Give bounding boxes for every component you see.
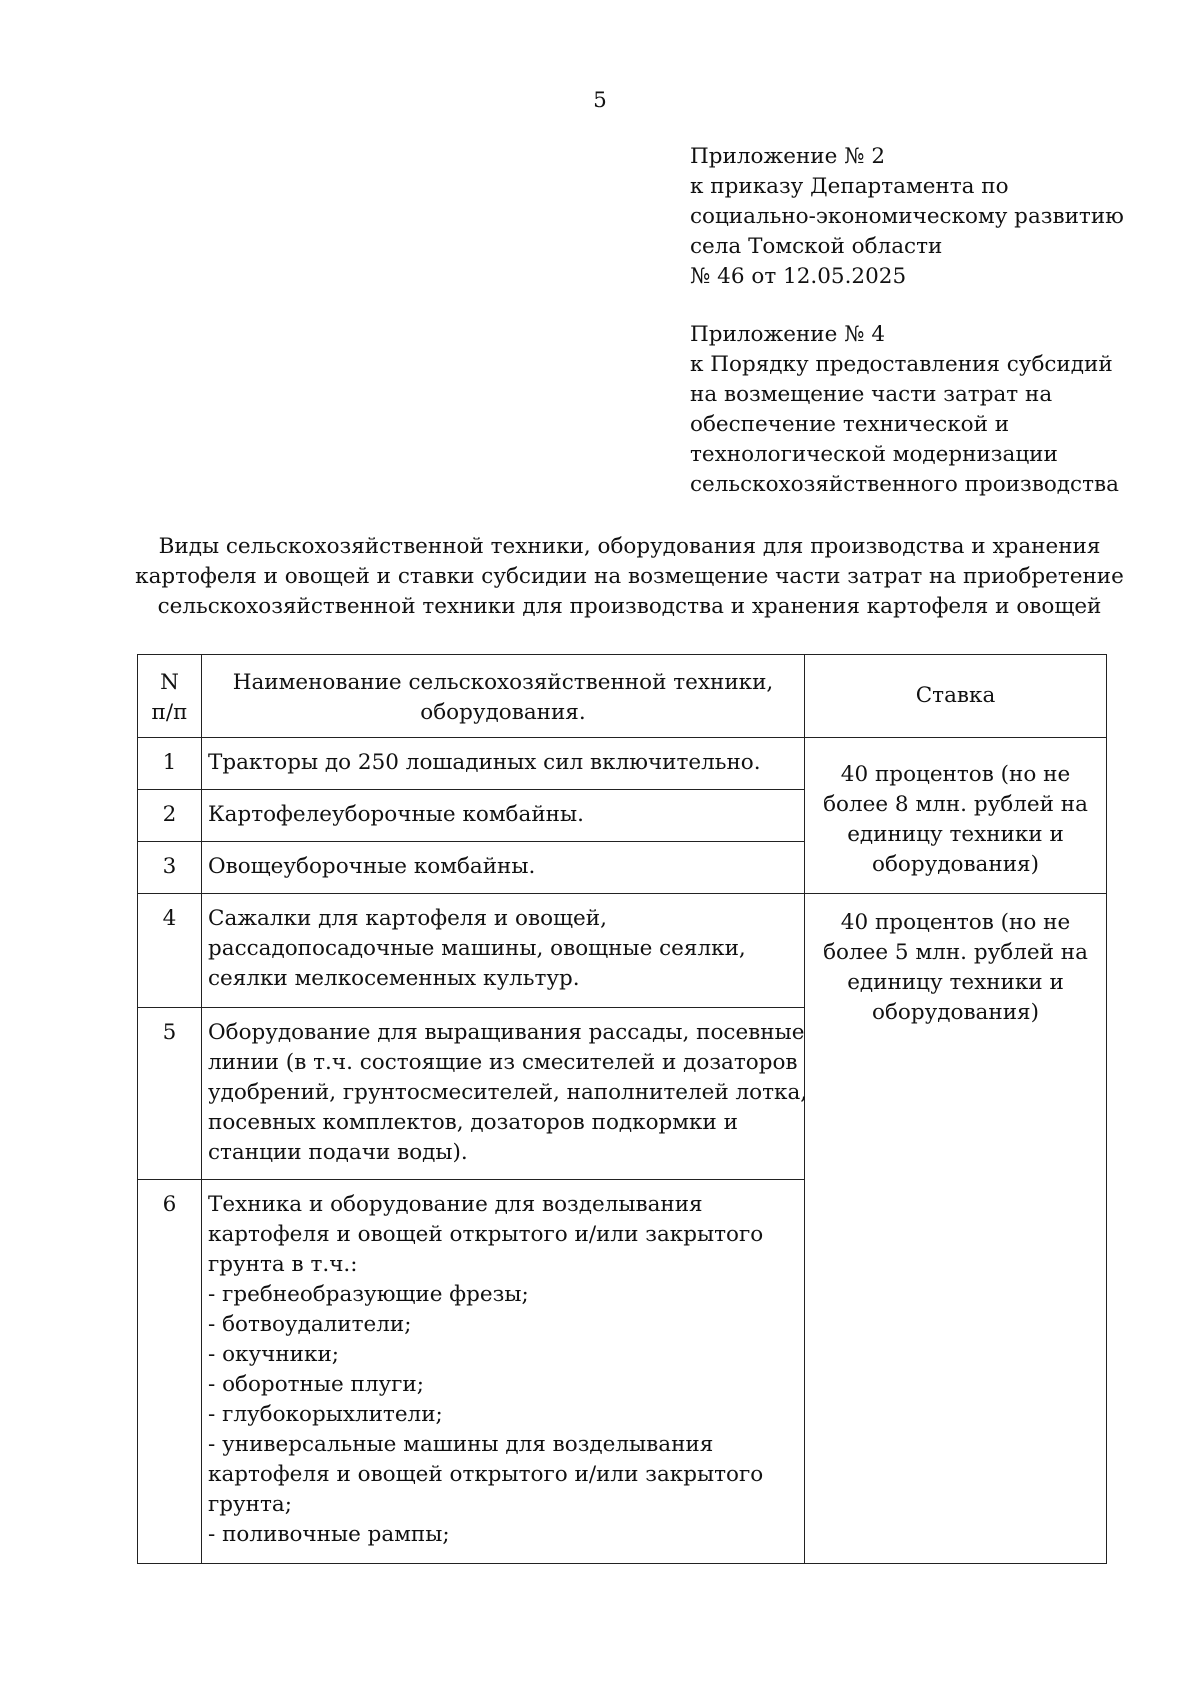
row-number: 2 (138, 790, 202, 842)
row-number: 5 (138, 1008, 202, 1180)
row-name-line: Оборудование для выращивания рассады, посевные (208, 1020, 805, 1045)
header-name-line: оборудования. (420, 700, 586, 725)
table-header-row (138, 655, 1107, 738)
appendix-2-line: социально-экономическому развитию (690, 204, 1124, 229)
row-name (202, 1008, 808, 1180)
rate-line: более 5 млн. рублей на (823, 940, 1088, 965)
rate-cell (805, 738, 1107, 894)
rate-line: единицу техники и (847, 970, 1064, 995)
row-name-line: Техника и оборудование для возделывания (208, 1192, 703, 1217)
appendix-4-line: к Порядку предоставления субсидий (690, 352, 1113, 377)
row-name-line: - ботвоудалители; (208, 1312, 412, 1337)
row-name-line: грунта; (208, 1492, 292, 1517)
rate-line: единицу техники и (847, 822, 1064, 847)
row-name-line: - окучники; (208, 1342, 340, 1367)
subsidy-table (137, 654, 1107, 1564)
row-number: 1 (138, 738, 202, 790)
row-name-line: картофеля и овощей открытого и/или закрытого (208, 1462, 764, 1487)
appendix-2-line: Приложение № 2 (690, 144, 886, 169)
rate-line: оборудования) (872, 852, 1039, 877)
row-name-line: линии (в т.ч. состоящие из смесителей и дозаторов (208, 1050, 798, 1075)
rate-line: оборудования) (872, 1000, 1039, 1025)
row-name-line: картофеля и овощей открытого и/или закрытого (208, 1222, 764, 1247)
row-name-line: рассадопосадочные машины, овощные сеялки, (208, 936, 746, 961)
document-title (0, 532, 1200, 622)
appendix-4-line: Приложение № 4 (690, 322, 886, 347)
row-name (202, 790, 805, 842)
row-name (202, 842, 805, 894)
appendix-4-line: обеспечение технической и (690, 412, 1010, 437)
table-row (138, 894, 1107, 1008)
header-num-line: п/п (151, 700, 188, 725)
header-num-line: N (160, 670, 179, 695)
rate-line: 40 процентов (но не (840, 910, 1071, 935)
row-name-line: Картофелеуборочные комбайны. (208, 802, 584, 827)
header-name (202, 655, 805, 738)
row-name-line: - гребнеобразующие фрезы; (208, 1282, 529, 1307)
row-number: 4 (138, 894, 202, 1008)
rate-cell (805, 894, 1107, 1564)
row-name-line: сеялки мелкосеменных культур. (208, 966, 580, 991)
row-name-line: Овощеуборочные комбайны. (208, 854, 536, 879)
header-name-line: Наименование сельскохозяйственной техники, (232, 670, 774, 695)
header-rate: Ставка (805, 655, 1107, 738)
row-name-line: Тракторы до 250 лошадиных сил включительно. (208, 750, 761, 775)
title-line: Виды сельскохозяйственной техники, оборудования для производства и хранения (158, 534, 1101, 559)
row-name-line: Сажалки для картофеля и овощей, (208, 906, 607, 931)
appendix-4-line: на возмещение части затрат на (690, 382, 1053, 407)
row-name-line: - поливочные рампы; (208, 1522, 450, 1547)
row-name (202, 894, 805, 1008)
row-name-line: - глубокорыхлители; (208, 1402, 443, 1427)
appendix-2-line: к приказу Департамента по (690, 174, 1009, 199)
rate-line: более 8 млн. рублей на (823, 792, 1088, 817)
row-name (202, 738, 805, 790)
appendix-4-line: технологической модернизации (690, 442, 1058, 467)
table-row (138, 738, 1107, 790)
appendix-2-line: № 46 от 12.05.2025 (690, 264, 907, 289)
row-name-line: - универсальные машины для возделывания (208, 1432, 714, 1457)
row-number: 6 (138, 1180, 202, 1564)
row-name-line: станции подачи воды). (208, 1140, 468, 1165)
row-name-line: посевных комплектов, дозаторов подкормки и (208, 1110, 738, 1135)
header-num (138, 655, 202, 738)
appendix-2-heading (690, 142, 1180, 292)
title-line: сельскохозяйственной техники для производства и хранения картофеля и овощей (157, 594, 1102, 619)
rate-line: 40 процентов (но не (840, 762, 1071, 787)
page-number: 5 (593, 88, 607, 113)
row-number: 3 (138, 842, 202, 894)
appendix-4-heading (690, 320, 1180, 500)
row-name-line: удобрений, грунтосмесителей, наполнителей лотка, (208, 1080, 808, 1105)
row-name (202, 1180, 805, 1564)
title-line: картофеля и овощей и ставки субсидии на возмещение части затрат на приобретение (135, 564, 1124, 589)
row-name-line: грунта в т.ч.: (208, 1252, 358, 1277)
appendix-2-line: села Томской области (690, 234, 943, 259)
row-name-line: - оборотные плуги; (208, 1372, 425, 1397)
appendix-4-line: сельскохозяйственного производства (690, 472, 1119, 497)
